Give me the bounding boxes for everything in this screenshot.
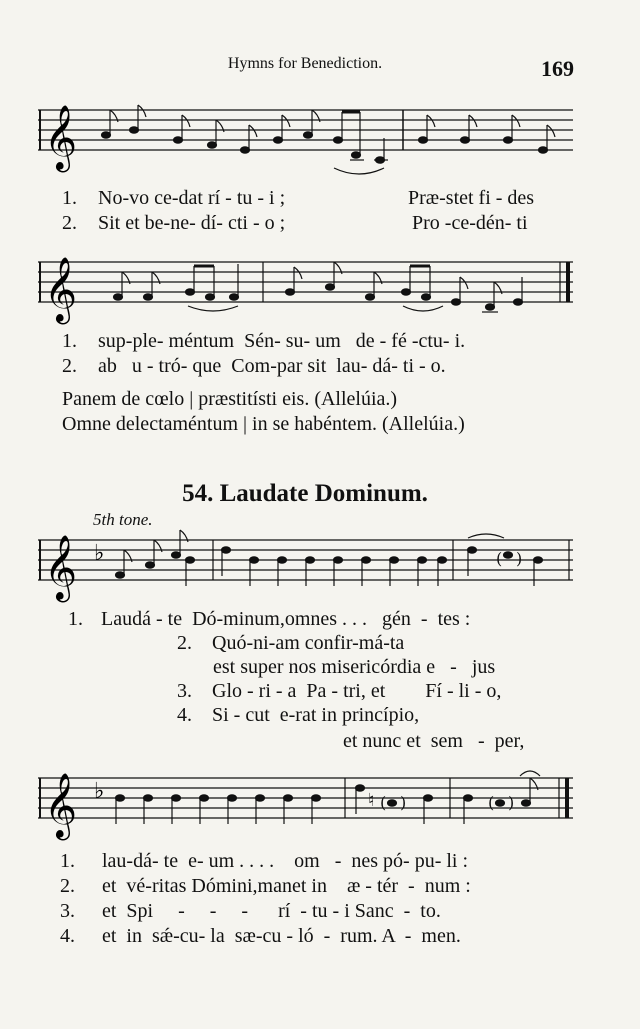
verse-2: Quó-ni-am confir-má-ta bbox=[212, 632, 405, 654]
svg-text:(: ( bbox=[380, 793, 387, 812]
lyric-line-1b: Præ-stet fi - des bbox=[408, 187, 535, 209]
hymn-number: 54. bbox=[182, 480, 214, 507]
natural-icon: ♮ bbox=[368, 790, 375, 811]
svg-text:): ) bbox=[508, 793, 515, 812]
hymn-title bbox=[0, 480, 610, 508]
lyric-line-2b: Pro -ce-dén- ti bbox=[412, 212, 528, 234]
flat-icon: ♭ bbox=[94, 541, 105, 566]
flat-icon: ♭ bbox=[94, 779, 105, 804]
lyric-line-4: ab u - tró- que Com-par sit lau- dá- ti - o. bbox=[98, 355, 446, 377]
svg-text:): ) bbox=[400, 793, 407, 812]
music-staff-3 bbox=[38, 528, 578, 608]
tone-label: 5th tone. bbox=[93, 510, 153, 529]
music-staff-4 bbox=[38, 766, 578, 846]
svg-text:): ) bbox=[516, 549, 523, 568]
music-staff-1 bbox=[38, 98, 578, 178]
treble-clef-icon: 𝄞 bbox=[44, 535, 78, 600]
verse-4-num: 4. bbox=[177, 704, 192, 726]
verse-3-num: 3. bbox=[177, 680, 192, 702]
verse2-line-3: et Spi - - - rí - tu - i Sanc - to. bbox=[102, 900, 441, 922]
page-number: 169 bbox=[541, 56, 574, 81]
verse-3: Glo - ri - a Pa - tri, et Fí - li - o, bbox=[212, 680, 502, 702]
verse-4-cont: et nunc et sem - per, bbox=[343, 730, 525, 752]
hymn-name: Laudate Dominum. bbox=[219, 480, 428, 507]
verse2-line-2: et vé-ritas Dómini,manet in æ - tér - num : bbox=[102, 875, 471, 897]
verse-1-num: 1. bbox=[68, 608, 83, 630]
treble-clef-icon: 𝄞 bbox=[44, 105, 78, 170]
lyric-line-3-num: 1. bbox=[62, 330, 77, 352]
lyric-line-2-num: 2. bbox=[62, 212, 77, 234]
verse2-line-1-num: 1. bbox=[60, 850, 75, 872]
verse2-line-3-num: 3. bbox=[60, 900, 75, 922]
verse-2-num: 2. bbox=[177, 632, 192, 654]
running-title: Hymns for Benediction. bbox=[227, 55, 383, 72]
lyric-line-1-num: 1. bbox=[62, 187, 77, 209]
lyric-line-3: sup-ple- méntum Sén- su- um de - fé -ctu- i. bbox=[98, 330, 466, 352]
lyric-line-1a: No-vo ce-dat rí - tu - i ; bbox=[98, 187, 286, 209]
treble-clef-icon: 𝄞 bbox=[44, 257, 78, 322]
verse2-line-4-num: 4. bbox=[60, 925, 75, 947]
verse2-line-1: lau-dá- te e- um . . . . om - nes pó- pu- li : bbox=[102, 850, 469, 872]
verse2-line-2-num: 2. bbox=[60, 875, 75, 897]
svg-text:(: ( bbox=[488, 793, 495, 812]
svg-text:(: ( bbox=[496, 549, 503, 568]
antiphon-line-2: Omne delectaméntum | in se habéntem. (Allelúia.) bbox=[62, 413, 465, 435]
lyric-line-2a: Sit et be-ne- dí- cti - o ; bbox=[98, 212, 286, 234]
treble-clef-icon: 𝄞 bbox=[44, 773, 78, 838]
music-staff-2 bbox=[38, 250, 578, 330]
verse-4: Si - cut e-rat in princípio, bbox=[212, 704, 420, 726]
antiphon-line-1: Panem de cœlo | præstitísti eis. (Allelúia.) bbox=[62, 388, 398, 410]
lyric-line-4-num: 2. bbox=[62, 355, 77, 377]
verse-1: Laudá - te Dó-minum,omnes . . . gén - tes : bbox=[101, 608, 471, 630]
verse2-line-4: et in sǽ-cu- la sæ-cu - ló - rum. A - men. bbox=[102, 925, 461, 947]
verse-2-cont: est super nos misericórdia e - jus bbox=[213, 656, 496, 678]
